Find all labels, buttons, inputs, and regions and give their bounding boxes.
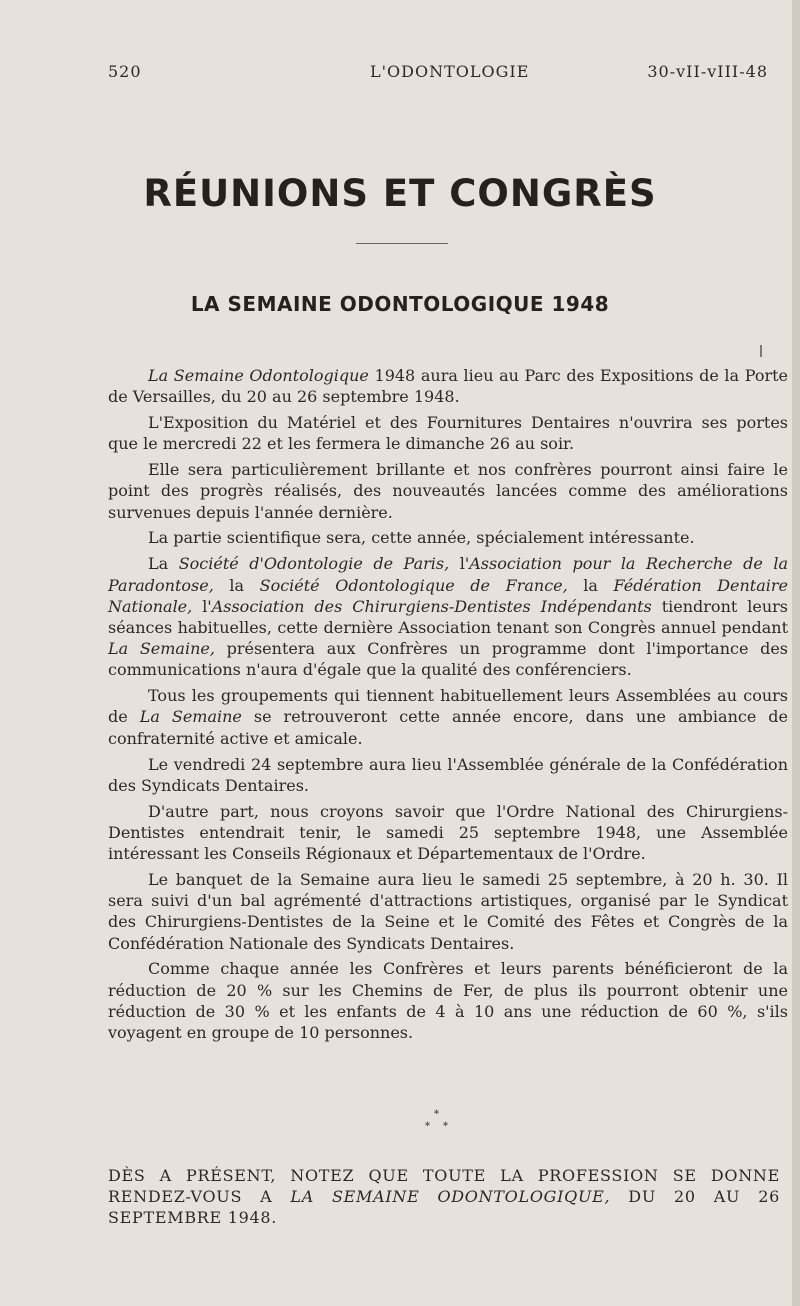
- italic-run: Association des Chirurgiens-Dentistes Indépendants: [211, 596, 652, 616]
- article-body: [108, 365, 788, 1043]
- paragraph: Comme chaque année les Confrères et leurs parents bénéficieront de la réduction de 20 % sur les Chemins de Fer, de plus ils pourront obtenir une réduction de 30 % et les enfants de 4 à 10 ans une réduction de 60 %, s'ils voyagent en groupe de 10 personnes.: [108, 959, 788, 1043]
- paragraph: D'autre part, nous croyons savoir que l'Ordre National des Chirurgiens-Dentistes entendrait tenir, le samedi 25 septembre 1948, une Assemblée intéressant les Conseils Régionaux et Départementaux de l'Ordre.: [108, 801, 788, 864]
- page-title: RÉUNIONS ET CONGRÈS: [143, 172, 657, 215]
- ink-speck: [760, 345, 762, 357]
- italic-run: Association pour la Recherche de la Paradontose,: [108, 554, 789, 595]
- paragraph: La Semaine Odontologique 1948 aura lieu au Parc des Expositions de la Porte de Versailles, du 20 au 26 septembre 1948.: [108, 366, 788, 407]
- italic-run: Société Odontologique de France,: [259, 575, 568, 595]
- issue-date: 30-vII-vIII-48: [647, 62, 768, 81]
- paragraph: Le vendredi 24 septembre aura lieu l'Assemblée générale de la Confédération des Syndicats Dentaires.: [108, 754, 788, 795]
- italic-run: La Semaine Odontologique: [148, 366, 369, 385]
- running-head: [108, 62, 774, 86]
- italic-run: La Semaine: [139, 707, 242, 727]
- italic-run: Fédération Dentaire Nationale,: [108, 575, 789, 616]
- section-title: LA SEMAINE ODONTOLOGIQUE 1948: [190, 292, 610, 316]
- journal-title: L'ODONTOLOGIE: [370, 62, 530, 81]
- page-number: 520: [108, 62, 142, 81]
- title-divider: [356, 243, 448, 244]
- paragraph: Elle sera particulièrement brillante et nos confrères pourront ainsi faire le point des progrès réalisés, des nouveautés lancées comme des améliorations survenues depuis l'année dernière.: [108, 460, 788, 522]
- italic-run: LA SEMAINE ODONTOLOGIQUE,: [290, 1187, 611, 1207]
- paragraph: Le banquet de la Semaine aura lieu le samedi 25 septembre, à 20 h. 30. Il sera suivi d'un bal agrémenté d'attractions artistiques, organisé par le Syndicat des Chirurgiens-Dentistes de la Seine et le Comité des Fêtes et Congrès de la Confédération Nationale des Syndicats Dentaires.: [108, 869, 788, 953]
- asterism-ornament: [420, 1110, 460, 1140]
- paragraph: La partie scientifique sera, cette année, spécialement intéressante.: [148, 528, 695, 548]
- italic-run: Société d'Odontologie de Paris,: [178, 554, 450, 574]
- italic-run: La Semaine,: [108, 639, 215, 659]
- asterism-star: *: [443, 1121, 448, 1132]
- asterism-star: *: [425, 1121, 430, 1132]
- paragraph: La Société d'Odontologie de Paris, l'Association pour la Recherche de la Paradontose, la Société Odontologique de France, la Fédération Dentaire Nationale, l'Association des Chirurgiens-Dentistes Indépendants tiendront leurs séances habituelles, cette dernière Association tenant son Congrès annuel pendant La Semaine, présentera aux Confrères un programme dont l'importance des communications n'aura d'égale que la qualité des conférenciers.: [108, 554, 789, 680]
- paragraph: Tous les groupements qui tiennent habituellement leurs Assemblées au cours de La Semaine se retrouveront cette année encore, dans une ambiance de confraternité active et amicale.: [108, 686, 788, 748]
- paragraph: L'Exposition du Matériel et des Fournitures Dentaires n'ouvrira ses portes que le mercredi 22 et les fermera le dimanche 26 au soir.: [108, 413, 788, 454]
- asterism-star: *: [434, 1109, 439, 1120]
- closing-notice: DÈS A PRÉSENT, NOTEZ QUE TOUTE LA PROFESSION SE DONNE RENDEZ-VOUS A LA SEMAINE ODONTOLOGIQUE, DU 20 AU 26 SEPTEMBRE 1948.: [108, 1166, 780, 1228]
